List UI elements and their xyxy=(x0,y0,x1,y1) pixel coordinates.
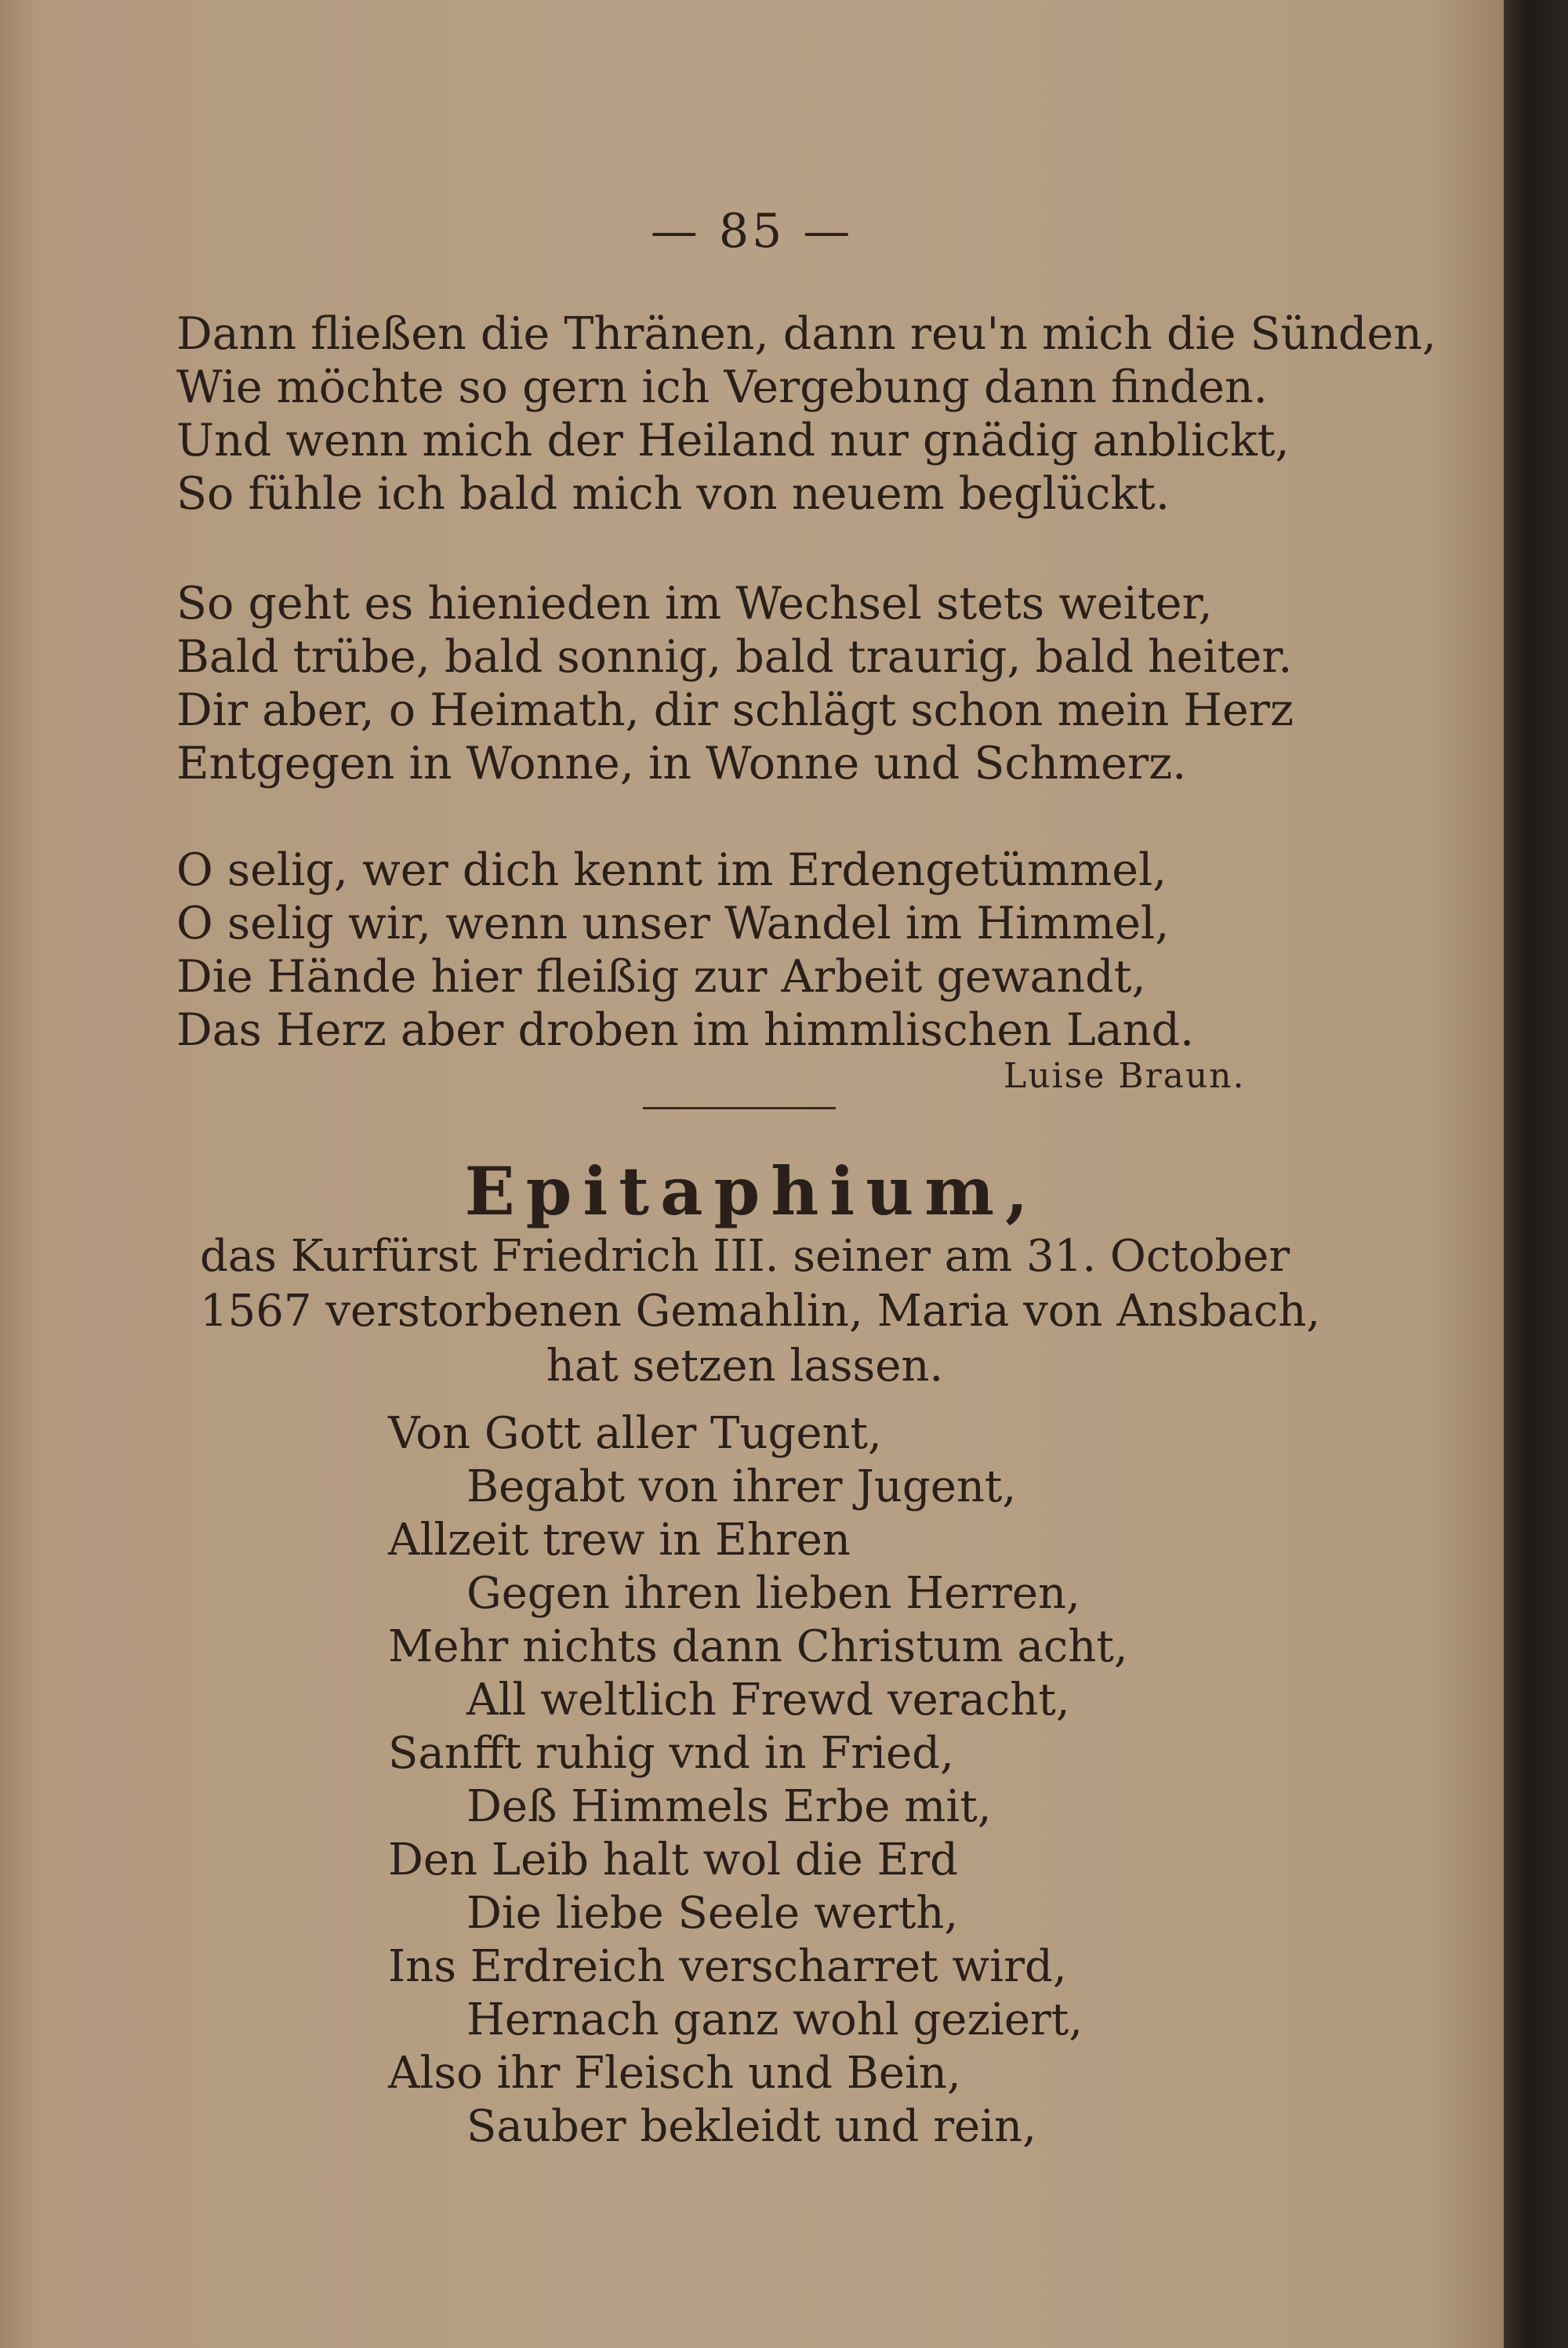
verse-line: Deß Himmels Erbe mit, xyxy=(466,1781,992,1832)
poem-line: So fühle ich bald mich von neuem beglückt. xyxy=(176,468,1170,520)
poem-line: Bald trübe, bald sonnig, bald traurig, bald heiter. xyxy=(176,631,1293,683)
verse-line: Mehr nichts dann Christum acht, xyxy=(388,1621,1128,1672)
epitaph-subtitle-line: das Kurfürst Friedrich III. seiner am 31. October xyxy=(200,1231,1290,1282)
poem-line: So geht es hienieden im Wechsel stets weiter, xyxy=(176,578,1213,630)
poem-line: Wie möchte so gern ich Vergebung dann finden. xyxy=(176,361,1268,413)
poem-line: Dir aber, o Heimath, dir schlägt schon mein Herz xyxy=(176,684,1294,736)
poem-line: Und wenn mich der Heiland nur gnädig anblickt, xyxy=(176,415,1290,466)
poem-line: O selig wir, wenn unser Wandel im Himmel, xyxy=(176,898,1170,949)
poem-line: O selig, wer dich kennt im Erdengetümmel, xyxy=(176,844,1167,896)
epitaph-title: Epitaphium, xyxy=(464,1152,1040,1230)
poem-line: Dann fließen die Thränen, dann reu'n mich die Sünden, xyxy=(176,308,1437,360)
verse-line: Die liebe Seele werth, xyxy=(466,1888,959,1939)
book-spine-edge xyxy=(1504,0,1568,2348)
epitaph-subtitle-line: hat setzen lassen. xyxy=(546,1341,944,1392)
verse-line: Also ihr Fleisch und Bein, xyxy=(388,2048,961,2099)
poem-author: Luise Braun. xyxy=(1004,1056,1246,1096)
epitaph-verse xyxy=(388,1407,1128,2154)
verse-line: Den Leib halt wol die Erd xyxy=(388,1834,959,1885)
verse-line: All weltlich Frewd veracht, xyxy=(466,1675,1070,1726)
verse-line: Begabt von ihrer Jugent, xyxy=(466,1461,1017,1512)
verse-line: Ins Erdreich verscharret wird, xyxy=(388,1941,1067,1992)
poem-line: Die Hände hier fleißig zur Arbeit gewandt, xyxy=(176,951,1146,1003)
verse-line: Sanfft ruhig vnd in Fried, xyxy=(388,1728,954,1779)
epitaph-subtitle-line: 1567 verstorbenen Gemahlin, Maria von Ansbach, xyxy=(200,1286,1321,1337)
section-divider xyxy=(643,1107,836,1109)
poem-stanza-3 xyxy=(176,844,1194,1057)
poem-stanza-2 xyxy=(176,577,1294,790)
poem-line: Das Herz aber droben im himmlischen Land. xyxy=(176,1004,1195,1056)
page-number: — 85 — xyxy=(650,204,854,259)
verse-line: Hernach ganz wohl geziert, xyxy=(466,1994,1083,2045)
verse-line: Von Gott aller Tugent, xyxy=(388,1408,882,1459)
verse-line: Gegen ihren lieben Herren, xyxy=(466,1568,1080,1619)
verse-line: Sauber bekleidt und rein, xyxy=(466,2101,1036,2152)
verse-line: Allzeit trew in Ehren xyxy=(388,1515,851,1566)
poem-line: Entgegen in Wonne, in Wonne und Schmerz. xyxy=(176,738,1187,789)
poem-stanza-1 xyxy=(176,307,1436,521)
